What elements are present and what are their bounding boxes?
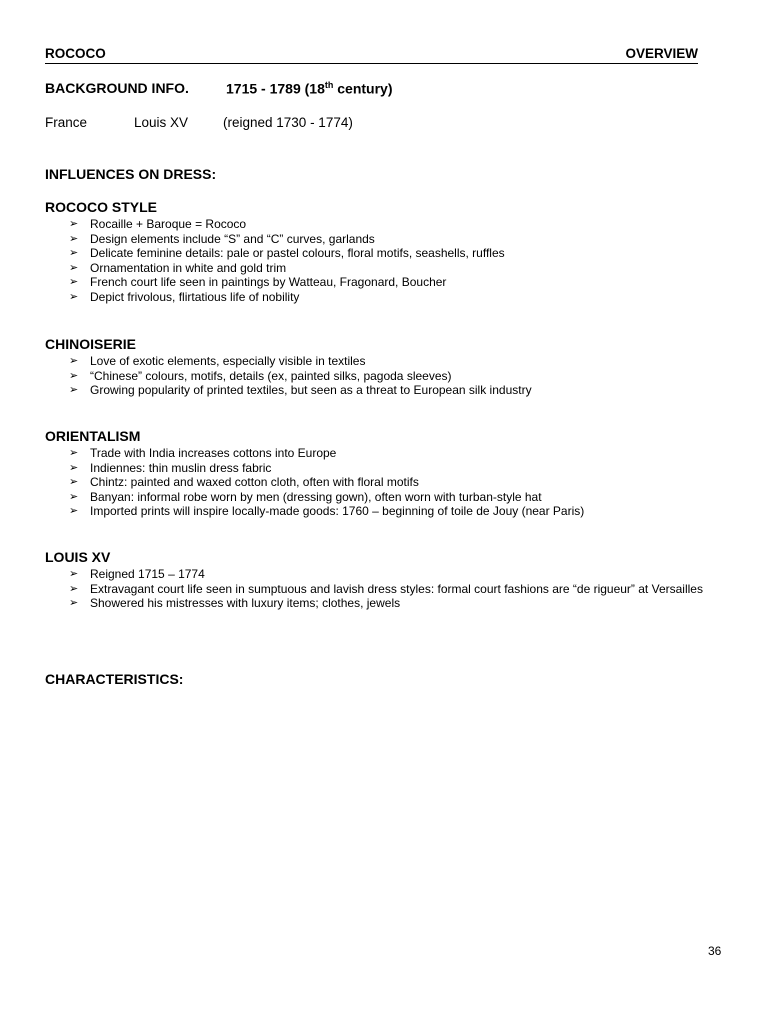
reign: (reigned 1730 - 1774) bbox=[223, 115, 353, 130]
list-item bbox=[45, 261, 725, 276]
arrow-bullet-icon: ➢ bbox=[69, 276, 79, 289]
list-item-text: Love of exotic elements, especially visible in textiles bbox=[90, 354, 366, 368]
arrow-bullet-icon: ➢ bbox=[69, 247, 79, 260]
list-item-text: Reigned 1715 – 1774 bbox=[90, 567, 205, 581]
list-item bbox=[45, 369, 725, 384]
list-item bbox=[45, 217, 725, 232]
list-item-text: Extravagant court life seen in sumptuous and lavish dress styles: formal court fashions are “de rigueur” at Versailles bbox=[90, 581, 703, 596]
section-title: LOUIS XV bbox=[45, 549, 111, 565]
list-item bbox=[45, 504, 725, 519]
list-item bbox=[45, 232, 725, 247]
list-item bbox=[45, 582, 725, 597]
list-item bbox=[45, 490, 725, 505]
ruler: Louis XV bbox=[134, 115, 189, 130]
arrow-bullet-icon: ➢ bbox=[69, 461, 79, 474]
arrow-bullet-icon: ➢ bbox=[69, 232, 79, 245]
arrow-bullet-icon: ➢ bbox=[69, 490, 79, 503]
list-item bbox=[45, 354, 725, 369]
section-chinoiserie bbox=[45, 336, 725, 398]
list-item bbox=[45, 446, 725, 461]
list-item-text: Depict frivolous, flirtatious life of nobility bbox=[90, 289, 300, 304]
list-item-text: “Chinese” colours, motifs, details (ex, painted silks, pagoda sleeves) bbox=[90, 368, 452, 383]
section-rococo-style bbox=[45, 199, 725, 305]
section-title: ROCOCO STYLE bbox=[45, 199, 158, 215]
period-start: 1715 - 1789 (18 bbox=[226, 80, 325, 97]
list-item-text: Imported prints will inspire locally-made goods: 1760 – beginning of toile de Jouy (near Paris) bbox=[90, 504, 585, 519]
list-item bbox=[45, 383, 725, 398]
list-item-text: Design elements include “S” and “C” curves, garlands bbox=[90, 231, 375, 246]
arrow-bullet-icon: ➢ bbox=[69, 261, 79, 274]
influences-heading: INFLUENCES ON DRESS: bbox=[45, 166, 217, 182]
arrow-bullet-icon: ➢ bbox=[69, 447, 79, 459]
list-item bbox=[45, 275, 725, 290]
section-title: ORIENTALISM bbox=[45, 428, 141, 444]
list-item bbox=[45, 596, 725, 611]
arrow-bullet-icon: ➢ bbox=[69, 597, 79, 610]
bullet-list bbox=[45, 446, 725, 519]
list-item-text: Indiennes: thin muslin dress fabric bbox=[90, 460, 272, 475]
section-orientalism bbox=[45, 428, 725, 519]
list-item-text: Ornamentation in white and gold trim bbox=[90, 260, 287, 275]
bullet-list bbox=[45, 567, 725, 611]
page-header bbox=[45, 46, 698, 64]
list-item bbox=[45, 290, 725, 305]
list-item-text: Delicate feminine details: pale or pastel colours, floral motifs, seashells, ruffles bbox=[90, 246, 505, 261]
arrow-bullet-icon: ➢ bbox=[69, 476, 79, 489]
list-item-text: Banyan: informal robe worn by men (dressing gown), often worn with turban-style hat bbox=[90, 489, 542, 504]
header-title: ROCOCO bbox=[45, 46, 106, 61]
arrow-bullet-icon: ➢ bbox=[69, 582, 79, 595]
list-item-text: Chintz: painted and waxed cotton cloth, often with floral motifs bbox=[90, 475, 419, 490]
arrow-bullet-icon: ➢ bbox=[69, 369, 79, 382]
period-text bbox=[226, 80, 392, 97]
list-item-text: Showered his mistresses with luxury items; clothes, jewels bbox=[90, 596, 401, 611]
list-item bbox=[45, 461, 725, 476]
arrow-bullet-icon: ➢ bbox=[69, 355, 79, 367]
background-info-label: BACKGROUND INFO. bbox=[45, 80, 189, 96]
arrow-bullet-icon: ➢ bbox=[69, 505, 79, 518]
country: France bbox=[45, 115, 88, 130]
period-end: century) bbox=[333, 80, 393, 97]
bullet-list bbox=[45, 354, 725, 398]
page-number: 36 bbox=[708, 944, 722, 958]
arrow-bullet-icon: ➢ bbox=[69, 384, 79, 397]
period-superscript: th bbox=[324, 80, 334, 90]
section-title: CHINOISERIE bbox=[45, 336, 137, 352]
bullet-list bbox=[45, 217, 725, 305]
arrow-bullet-icon: ➢ bbox=[69, 568, 79, 580]
list-item bbox=[45, 475, 725, 490]
list-item bbox=[45, 246, 725, 261]
list-item-text: Rocaille + Baroque = Rococo bbox=[90, 217, 247, 231]
characteristics-heading: CHARACTERISTICS: bbox=[45, 671, 184, 687]
list-item-text: Trade with India increases cottons into Europe bbox=[90, 446, 337, 460]
list-item-text: French court life seen in paintings by Watteau, Fragonard, Boucher bbox=[90, 275, 447, 290]
list-item bbox=[45, 567, 725, 582]
header-section: OVERVIEW bbox=[625, 46, 698, 61]
section-louis-xv bbox=[45, 549, 725, 611]
arrow-bullet-icon: ➢ bbox=[69, 290, 79, 303]
list-item-text: Growing popularity of printed textiles, but seen as a threat to European silk industry bbox=[90, 383, 532, 398]
arrow-bullet-icon: ➢ bbox=[69, 218, 79, 230]
